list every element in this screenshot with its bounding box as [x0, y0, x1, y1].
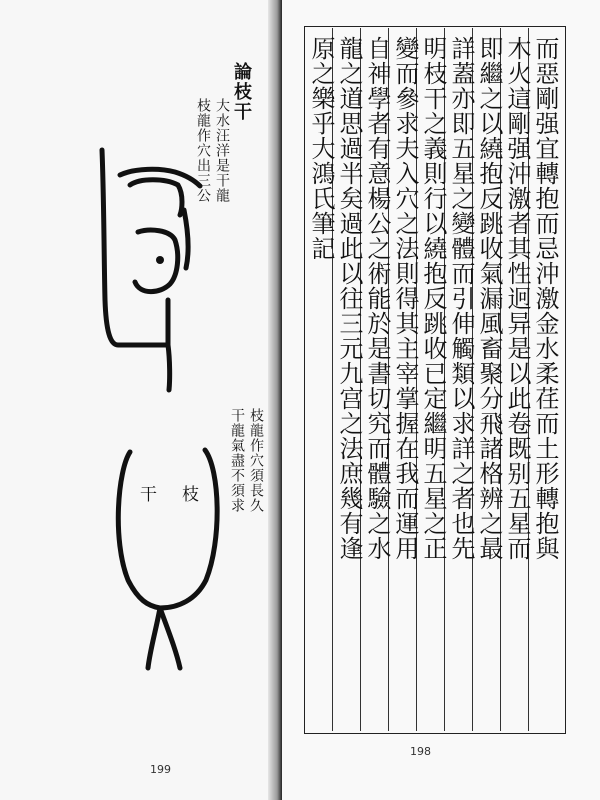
dragon-diagrams [0, 0, 282, 800]
diagram1-note-1: 大水汪洋是干龍 [214, 98, 230, 203]
page-number-left: 199 [150, 763, 171, 776]
label-zhi: 枝 [182, 485, 199, 505]
u-stem-left [148, 608, 160, 668]
left-page [0, 0, 282, 800]
text-column-2: 木火這剛强沖激者其性迥异是以此卷既别五星而 [503, 36, 531, 561]
section-title: 論枝干 [231, 62, 252, 122]
diagram2-note-2: 干龍氣盡不須求 [229, 408, 245, 513]
text-column-1: 而惡剛强宜轉抱而忌沖激金水柔荏而土形轉抱與 [531, 36, 559, 561]
diagram2-note-1: 枝龍作穴須長久 [248, 408, 264, 513]
u-shape-outer [118, 450, 217, 608]
text-column-4: 詳蓋亦即五星之變體而引伸觸類以求詳之者也先 [447, 36, 475, 561]
text-column-5: 明枝干之義則行以繞抱反跳收已定繼明五星之正 [419, 36, 447, 561]
label-gan: 干 [140, 485, 157, 505]
text-column-7: 自神學者有意楊公之術能於是書切究而體驗之水 [363, 36, 391, 561]
branch-line-hook [130, 180, 182, 215]
text-column-3: 即繼之以繞抱反跳收氣漏風畜聚分飛諸格辨之最 [475, 36, 503, 561]
cave-inner-line [184, 210, 188, 268]
diagram1-note-2: 枝龍作穴出三公 [195, 98, 211, 203]
text-column-6: 變而參求夫入穴之法則得其主宰掌握在我而運用 [391, 36, 419, 561]
u-stem-right [160, 608, 180, 668]
cave-dot [156, 256, 164, 264]
text-column-9: 原之樂乎大鴻氏筆記 [307, 36, 335, 261]
tail-line [168, 345, 170, 390]
text-column-8: 龍之道思過半矣過此以往三元九宫之法庶幾有逢 [335, 36, 363, 561]
page-number-right: 198 [410, 745, 431, 758]
